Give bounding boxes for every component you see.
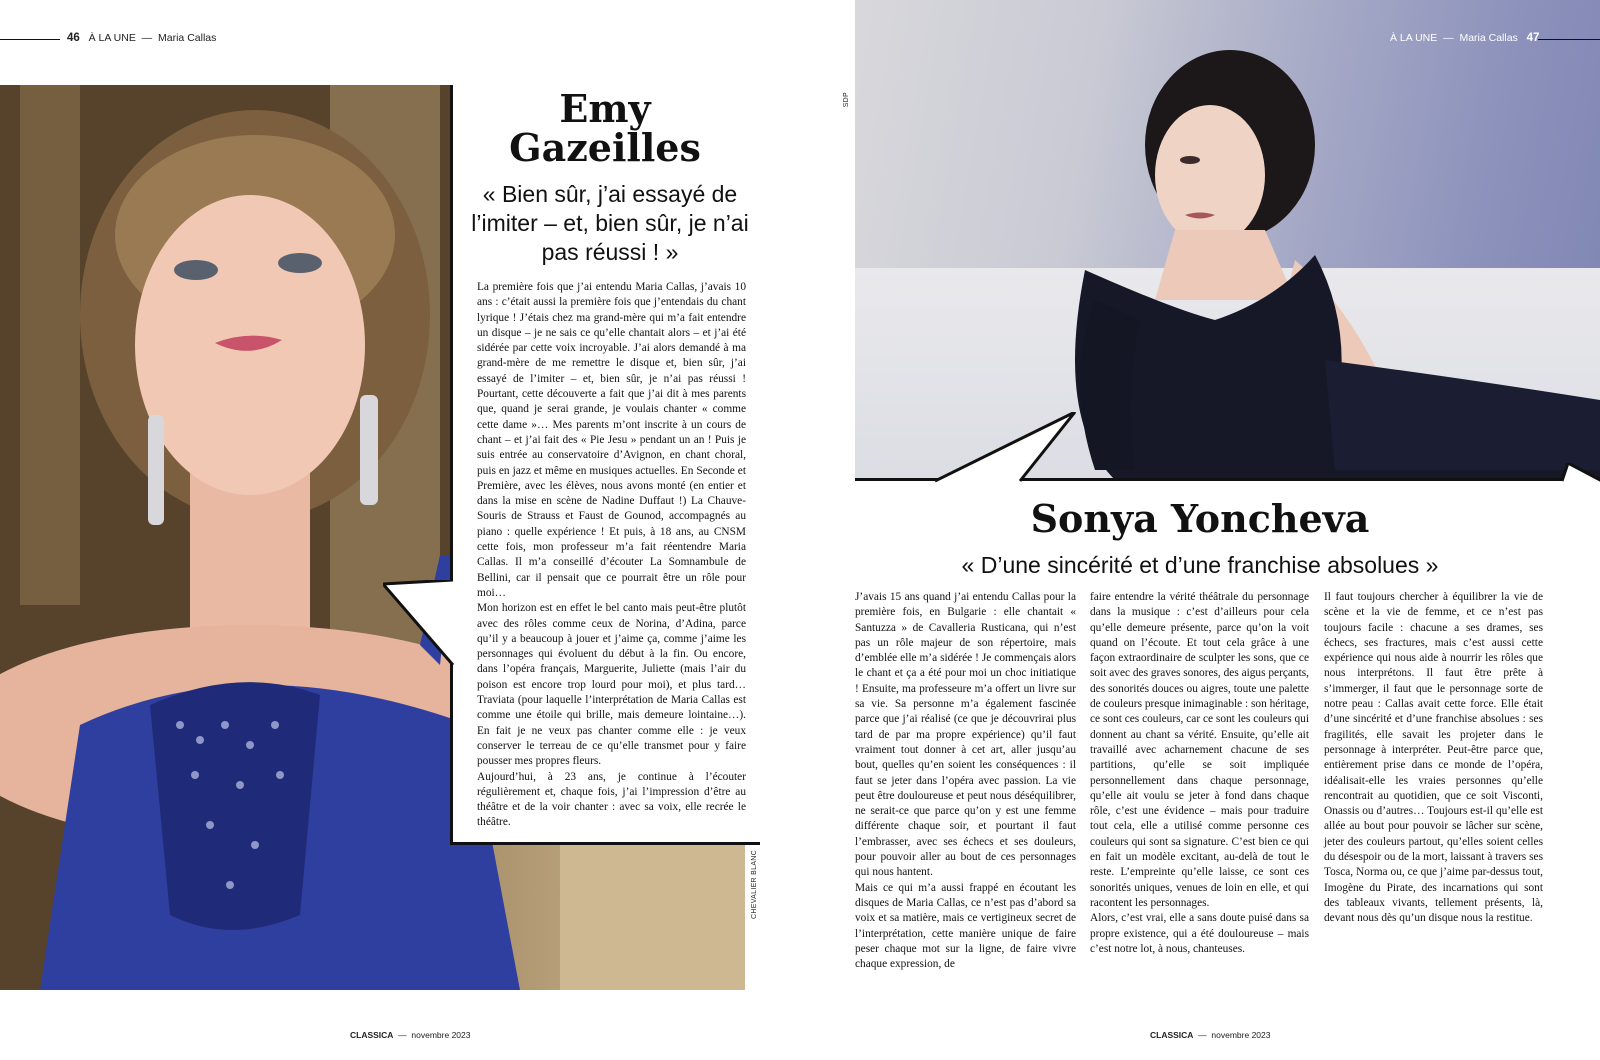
sonya-paragraph: Mais ce qui m’a aussi frappé en écoutant les disques de Maria Callas, ce n’est pas d’abord sa voix et sa matière, mais ce vertigineux secret de l’interprétation, cette manière unique de faire peser chaque mot sur la ligne, de faire vivre chaque expression, de xyxy=(855,881,1076,971)
header-rule-left xyxy=(0,39,60,40)
footer-date-right: novembre 2023 xyxy=(1211,1030,1271,1040)
section-label-left: À LA UNE xyxy=(88,32,136,44)
photo-credit-right: SDP xyxy=(843,92,850,108)
photo-credit-left: CHEVALIER BLANC xyxy=(751,850,758,919)
page-number-left: 46 xyxy=(67,32,80,44)
footer-magazine-left: CLASSICA xyxy=(350,1030,394,1040)
sonya-paragraph: faire entendre la vérité théâtrale du personnage dans la musique : c’est d’ailleurs pour cela qu’elle demeure présente, parce qu’on la voit quand on l’écoute. Et tout cela grâce à une façon extraordinaire de sculpter les sons, que ce soit avec des graves sonores, des aigus perçants, des sonorités douces ou aigres, toute une palette de couleurs presque inimaginable : son héritage, ce sont ces couleurs, car ce sont les couleurs qui donnent au chant sa vérité. Ensuite, qu’elle ait travaillé avec acharnement chacune de ses partitions, qu’elle se soit impliquée personnellement dans chaque personnage, qu’elle ait voulu se jeter à fond dans chaque rôle, c’est une évidence – mais pour traduire tout cela, elle a utilisé comme personne ces couleurs qui sont sa signature. C’est bien ce qui en fait un modèle excitant, au-delà de tout le reste. L’empreinte qu’elle laisse, ce sont ces sonorités uniques, venues de loin en elle, et qui racontent les personnages. xyxy=(1090,591,1309,909)
running-head-left: 46 À LA UNE — Maria Callas xyxy=(67,32,217,44)
sonya-column-2 xyxy=(1090,590,1309,957)
emy-article-body xyxy=(477,280,746,831)
sonya-column-3 xyxy=(1324,590,1543,927)
speech-bubble-edge-right xyxy=(1562,463,1600,488)
emy-pull-quote: « Bien sûr, j’ai essayé de l’imiter – et, bien sûr, je n’ai pas réussi ! » xyxy=(471,181,749,265)
sonya-paragraph: J’avais 15 ans quand j’ai entendu Callas pour la première fois, en Bulgarie : elle chantait « Santuzza » de Cavalleria Rusticana, qui n’est pas un rôle majeur de son répertoire, mais d’emblée elle m’a sidérée ! Je commençais alors le chant et ça a été pour moi un choc initiatique ! Ensuite, ma professeure m’a offert un livre sur sa vie. Sa personne m’a également fascinée parce que j’ai réalisé (ce que je découvrirai plus tard de par ma propre expérience) qu’il faut vraiment tout donner à cet art, aller jusqu’au bout, quelles qu’en soient les conséquences : il faut se jeter dans l’opéra avec passion. La vie peut être douloureuse et peut nous déséquilibrer, ne serait-ce que parce qu’on y est une femme différente chaque soir, et pourtant il faut l’embrasser, avec ses échecs et ses douleurs, pour pouvoir aller au bout de ces personnages qui nous hantent. xyxy=(855,591,1076,879)
emy-paragraph: Mon horizon est en effet le bel canto mais peut-être plutôt avec des rôles comme ceux de Norina, d’Adina, parce qu’il y a beaucoup à jouer et j’aime ça, comme j’aime les personnages qui évoluent du début à la fin. Ou encore, dans l’opéra français, Marguerite, Juliette (mais l’air du poison est encore trop lourd pour moi), et plus tard… Traviata (pour laquelle l’interprétation de Maria Callas est comme une étoile qui brille, mais demeure lointaine…). En fait je ne veux pas chanter comme elle : je veux conserver le terreau de ce qu’elle transmet pour y faire pousser mes propres fleurs. xyxy=(477,602,746,768)
sonya-paragraph: Alors, c’est vrai, elle a sans doute puisé dans sa propre existence, qui a été douloureuse – mais c’est notre lot, à nous, chanteuses. xyxy=(1090,912,1309,955)
footer-right: CLASSICA — novembre 2023 xyxy=(1150,1030,1271,1040)
emy-name-last: Gazeilles xyxy=(509,124,701,170)
emy-name xyxy=(455,86,755,170)
page-number-right: 47 xyxy=(1526,32,1540,44)
sonya-column-1 xyxy=(855,590,1076,972)
section-label-right: À LA UNE xyxy=(1390,32,1438,44)
running-head-right: À LA UNE — Maria Callas 47 xyxy=(1390,32,1540,44)
topic-label-right: Maria Callas xyxy=(1459,32,1518,44)
header-rule-right xyxy=(1538,39,1600,40)
emy-name-first: Emy xyxy=(559,86,651,131)
emy-paragraph: Aujourd’hui, à 23 ans, je continue à l’écouter régulièrement et, chaque fois, j’ai l’impression d’être au théâtre et de la voir chanter : avec sa voix, elle recrée le théâtre. xyxy=(477,770,746,829)
footer-date-left: novembre 2023 xyxy=(411,1030,471,1040)
speech-bubble-tail-left xyxy=(383,580,463,670)
footer-magazine-right: CLASSICA xyxy=(1150,1030,1194,1040)
speech-bubble-tail-right xyxy=(935,412,1080,487)
sonya-paragraph: Il faut toujours chercher à équilibrer la vie de scène et la vie de femme, et ce n’est pas toujours facile : chacune a ses drames, ses échecs, ses fractures, mais c’est aussi cette expérience qui nous aide à nourrir les rôles que nous interprétons. Il faut être prête à s’immerger, il faut que le personnage sorte de notre peau : Callas avait cette force. Elle était d’une sincérité et d’une franchise absolues : ses fragilités, elle savait les projeter dans le personnage à interpréter. Peut-être parce que, entièrement prise dans ce monde de l’opéra, idéalisait-elle les vraies personnes qu’elle rencontrait au quotidien, que ce soit Visconti, Onassis ou d’autres… Toujours est-il qu’elle est allée au bout pour pouvoir se lâcher sur scène, jeter des couleurs partout, qu’elles soient celles du désespoir ou de la mort, laissant à travers ses Tosca, Norma ou, ce que j’aime par-dessus tout, Imogène du Pirate, des incarnations qui sont des tableaux vivants, tellement présents, là, devant nous dès qu’un disque nous la restitue. xyxy=(1324,591,1543,925)
sonya-name: Sonya Yoncheva xyxy=(1030,496,1370,541)
topic-label-left: Maria Callas xyxy=(158,32,217,44)
sonya-yoncheva-photo xyxy=(855,0,1600,480)
emy-paragraph: La première fois que j’ai entendu Maria Callas, j’avais 10 ans : c’était aussi la première fois que j’entendais du chant lyrique ! J’étais chez ma grand-mère qui m’a fait entendre un disque – je ne sais ce qu’elle chantait alors – et j’ai été sidérée par cette voix incroyable. J’ai alors demandé à ma grand-mère de me remettre le disque et, bien sûr, j’ai essayé de l’imiter – et, bien sûr, je n’ai pas réussi ! Pourtant, cette découverte a fait que j’ai dit à mes parents que, quand je serai grande, je voulais chanter « comme cette dame »… Mes parents m’ont inscrite à un cours de chant – et j’ai fait des « Pie Jesu » pendant un an ! Puis je suis entrée au conservatoire d’Avignon, en chant choral, puis en jazz et même en musiques actuelles. En Seconde et Première, avec les élèves, nous avons monté (en entier et dans la mise en scène de Nadine Duffaut !) La Chauve-Souris de Strauss et Faust de Gounod, accompagnés au piano : quelle expérience ! Et puis, à 18 ans, au CNSM cette fois, mon professeur m’a fait réentendre Maria Callas. Il m’a conseillé d’écouter La Somnambule de Bellini, car il pensait que ce pourrait être un rôle pour moi… xyxy=(477,281,746,599)
sonya-pull-quote: « D’une sincérité et d’une franchise absolues » xyxy=(961,552,1439,578)
footer-left: CLASSICA — novembre 2023 xyxy=(350,1030,471,1040)
